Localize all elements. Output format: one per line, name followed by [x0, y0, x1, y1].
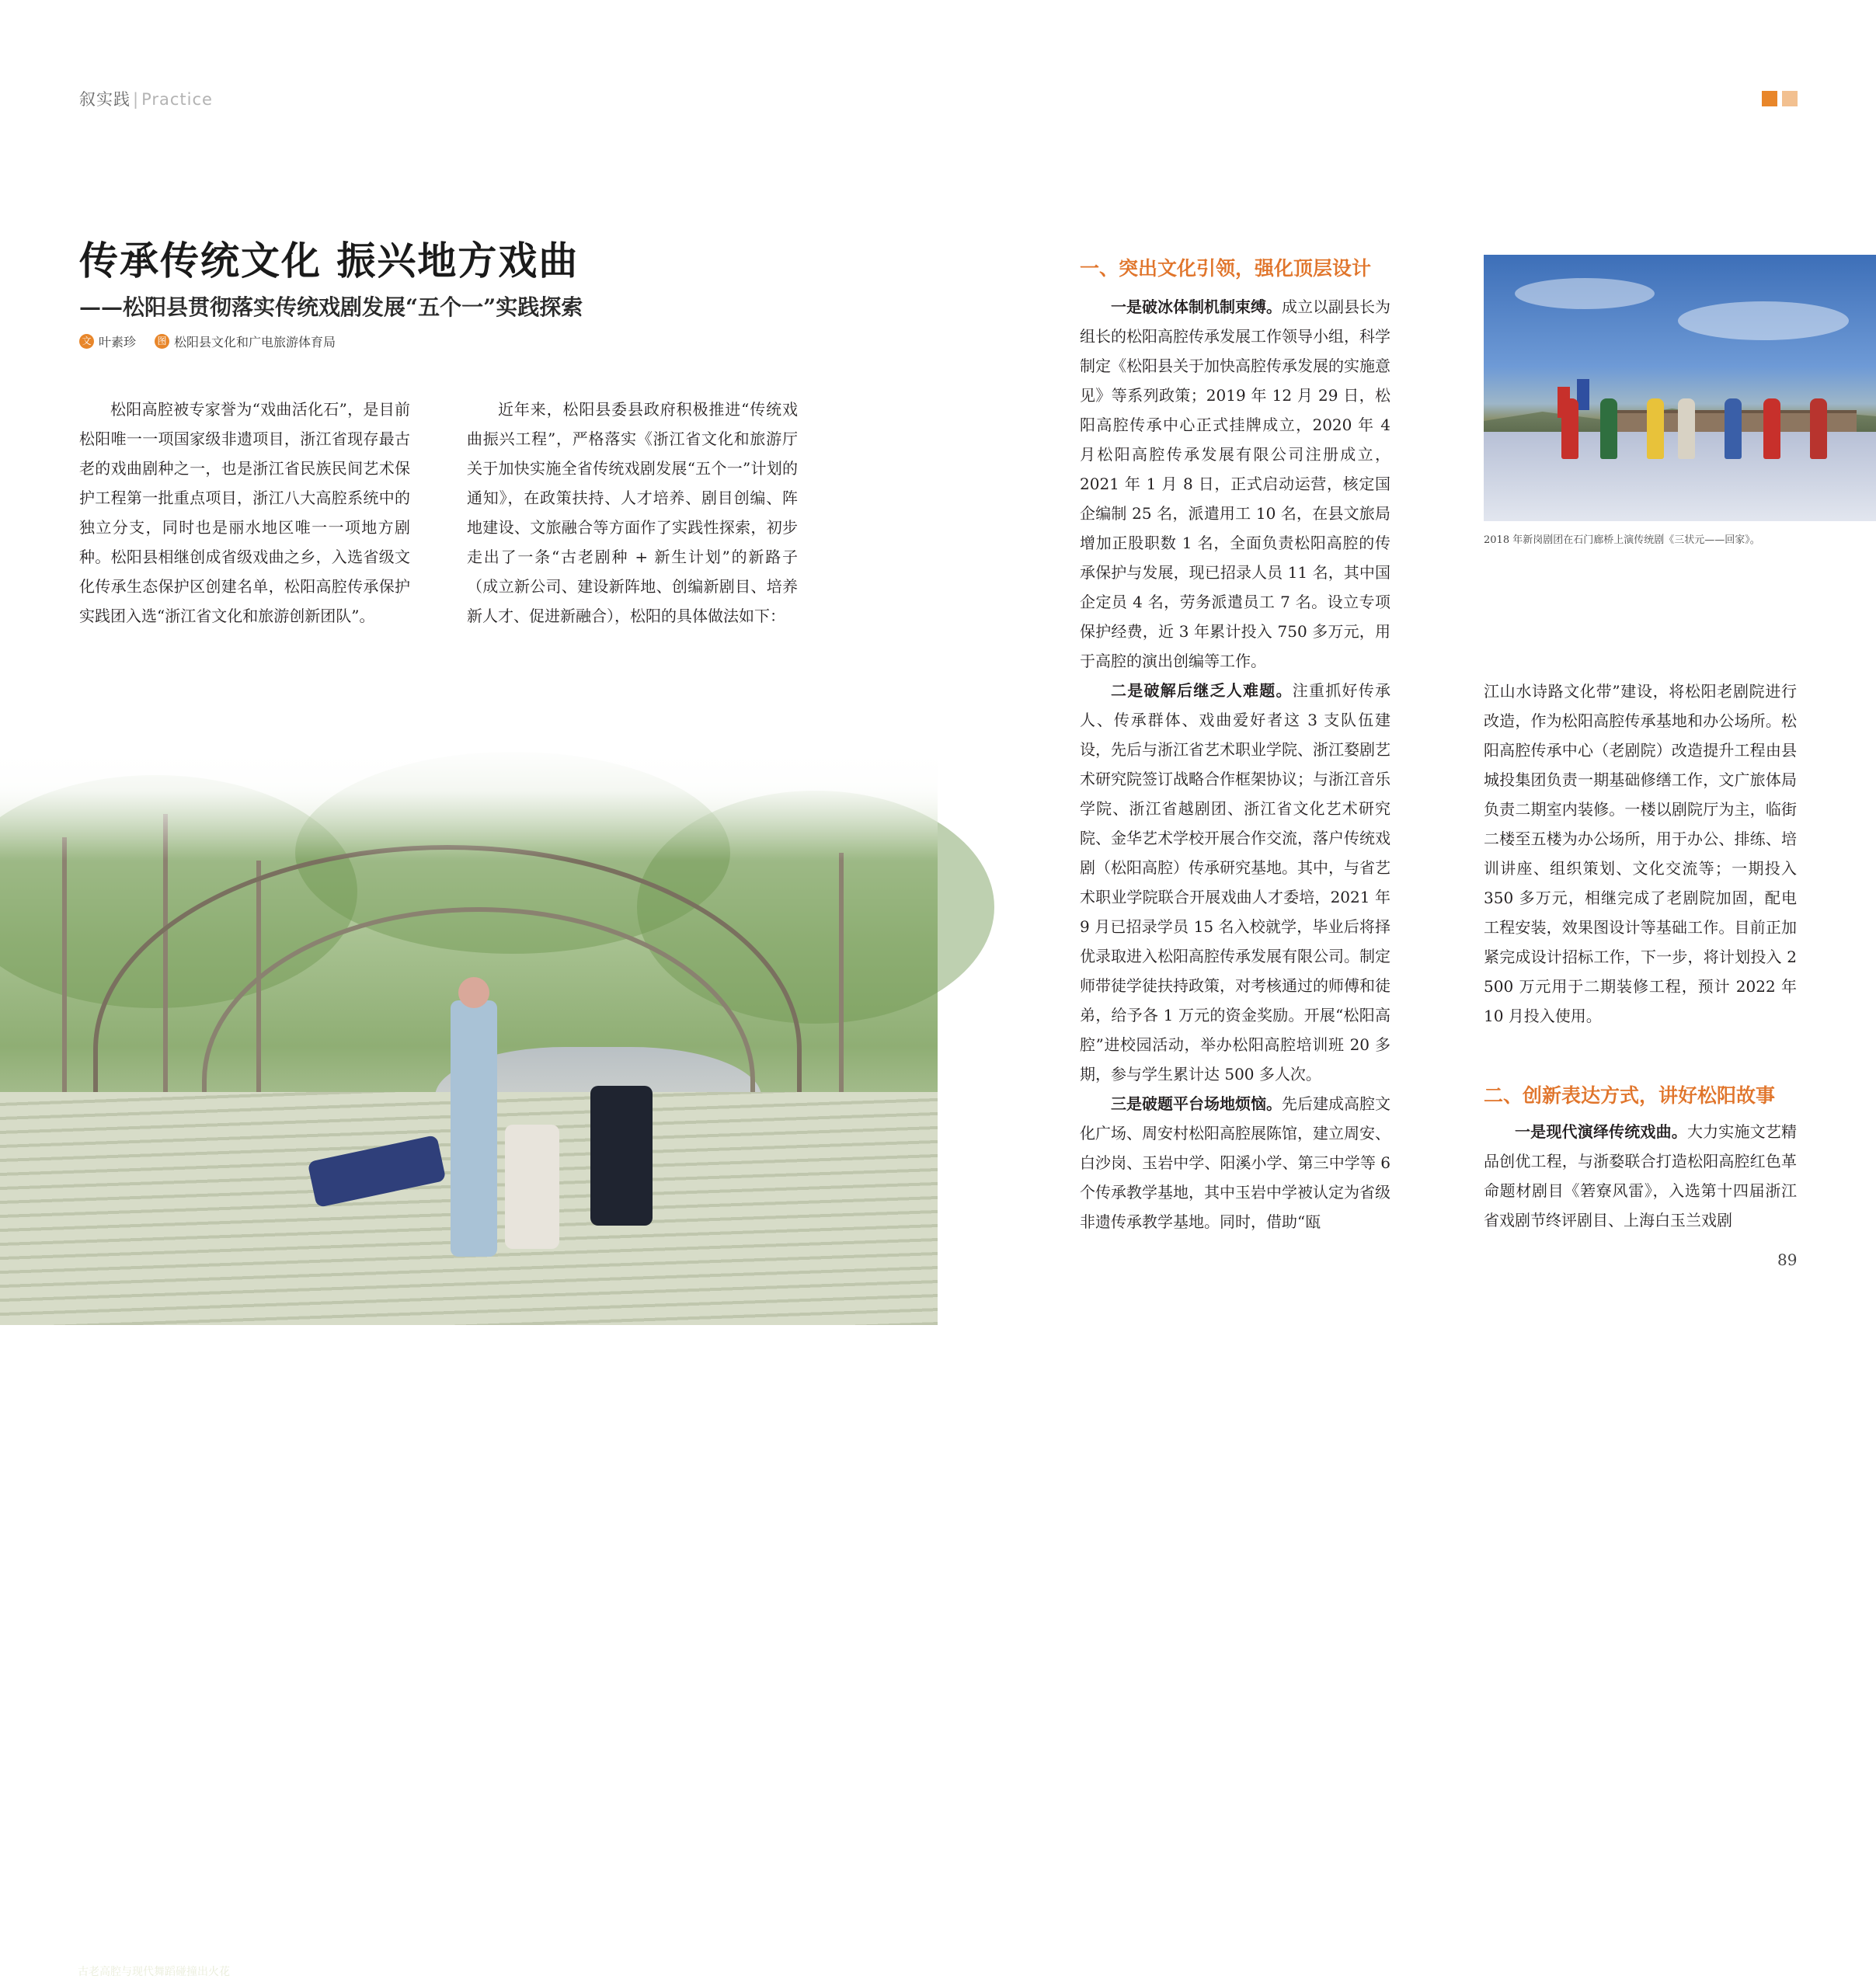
article-title: 传承传统文化 振兴地方戏曲 — [79, 238, 580, 283]
intro-column-2 — [467, 395, 798, 631]
dancer-man-black — [590, 1086, 653, 1226]
dancer-man-white — [505, 1125, 559, 1249]
orange-square-icon — [1762, 91, 1777, 106]
main-column-2 — [1484, 676, 1797, 1031]
top-fade — [0, 744, 938, 861]
section-2-paragraph-1 — [1484, 1117, 1797, 1235]
intro-paragraph-2: 近年来，松阳县委县政府积极推进“传统戏曲振兴工程”，严格落实《浙江省文化和旅游厅关于加快实施全省传统戏剧发展“五个一”计划的通知》，在政策扶持、人才培养、剧目创编、阵地建设、文旅融合等方面作了实践性探索，初步走出了一条“古老剧种 + 新生计划”的新路子（成立新公司、建设新阵地、创编新剧目、培养新人才、促进新融合），松阳的具体做法如下： — [467, 400, 798, 625]
bamboo-dance-photo — [0, 744, 938, 1978]
paragraph-lead: 二是破解后继乏人难题。 — [1111, 681, 1293, 700]
performer-head — [458, 977, 489, 1008]
photo-credit: 松阳县文化和广电旅游体育局 — [174, 335, 336, 350]
paragraph-body: 成立以副县长为组长的松阳高腔传承发展工作领导小组，科学制定《松阳县关于加快高腔传承发展的实施意见》等系列政策；2019 年 12 月 29 日，松阳高腔传承中心正式挂牌成立，2020 年 4 月松阳高腔传承发展有限公司注册成立，2021 年 1 月 8 日，正式启动运营，核定国企编制 25 名，派遣用工 10 名，在县文旅局增加正股职数 1 名，全面负责松阳高腔的传承保护与发展，现已招录人员 11 名，其中国企定员 4 名，劳务派遣员工 7 名。设立专项保护经费，近 3 年累计投入 750 多万元，用于高腔的演出创编等工作。 — [1080, 297, 1390, 670]
section-1-paragraph-1 — [1080, 292, 1390, 676]
actor — [1678, 398, 1695, 459]
section-2-heading: 二、创新表达方式，讲好松阳故事 — [1484, 1084, 1776, 1107]
section-1-paragraph-2 — [1080, 676, 1390, 1089]
main-column-3 — [1484, 1117, 1797, 1235]
paragraph-body: 先后建成高腔文化广场、周安村松阳高腔展陈馆，建立周安、白沙岗、玉岩中学、阳溪小学、第三中学等 6 个传承教学基地，其中玉岩中学被认定为省级非遗传承教学基地。同时，借助“瓯 — [1080, 1094, 1390, 1231]
byline — [79, 332, 336, 350]
actor — [1561, 398, 1578, 459]
right-photo-caption: 2018 年新岗剧团在石门廊桥上演传统剧《三状元——回家》。 — [1484, 534, 1760, 546]
corner-decoration — [1762, 91, 1808, 108]
article-subtitle: ——松阳县贯彻落实传统戏剧发展“五个一”实践探索 — [79, 294, 583, 320]
left-photo-caption: 古老高腔与现代舞蹈碰撞出火花 — [78, 1966, 230, 1978]
page-number: 89 — [1777, 1250, 1798, 1269]
paragraph-lead: 一是现代演绎传统戏曲。 — [1515, 1122, 1687, 1141]
banner-flag — [1577, 379, 1589, 410]
text-credit-badge: 文 — [79, 334, 94, 349]
main-column-1 — [1080, 292, 1390, 1236]
actor — [1810, 398, 1827, 459]
paragraph-body: 大力实施文艺精品创优工程，与浙婺联合打造松阳高腔红色革命题材剧目《箬寮风雷》，入选第十四届浙江省戏剧节终评剧目、上海白玉兰戏剧 — [1484, 1122, 1798, 1229]
section-1-paragraph-3-continued: 江山水诗路文化带”建设，将松阳老剧院进行改造，作为松阳高腔传承基地和办公场所。松阳高腔传承中心（老剧院）改造提升工程由县城投集团负责一期基础修缮工作，文广旅体局负责二期室内装修。一楼以剧院厅为主，临街二楼至五楼为办公场所，用于办公、排练、培训讲座、组织策划、文化交流等；一期投入 350 多万元，相继完成了老剧院加固，配电工程安装，效果图设计等基础工作。目前正加紧完成设计招标工作，下一步，将计划投入 2 500 万元用于二期装修工程，预计 2022 年 10 月投入使用。 — [1484, 682, 1797, 1025]
actor — [1647, 398, 1664, 459]
section-label — [79, 87, 213, 110]
intro-paragraph-1: 松阳高腔被专家誉为“戏曲活化石”，是目前松阳唯一一项国家级非遗项目，浙江省现存最古老的戏曲剧种之一，也是浙江省民族民间艺术保护工程第一批重点项目，浙江八大高腔系统中的独立分支，同时也是丽水地区唯一一项地方剧种。松阳县相继创成省级戏曲之乡，入选省级文化传承生态保护区创建名单，松阳高腔传承保护实践团入选“浙江省文化和旅游创新团队”。 — [79, 400, 410, 625]
author-name: 叶素珍 — [99, 335, 137, 350]
section-label-cn: 叙实践 — [79, 90, 131, 109]
cloud — [1678, 301, 1849, 340]
actor — [1763, 398, 1780, 459]
section-label-separator: | — [133, 90, 140, 109]
opera-performer — [451, 1000, 497, 1257]
covered-bridge-performance-photo — [1484, 255, 1876, 521]
photo-credit-badge: 图 — [155, 334, 169, 349]
paragraph-lead: 三是破题平台场地烦恼。 — [1111, 1094, 1282, 1113]
light-orange-square-icon — [1782, 91, 1798, 106]
intro-column-1 — [79, 395, 410, 631]
cloud — [1515, 278, 1655, 309]
actor — [1725, 398, 1742, 459]
section-label-en: Practice — [141, 90, 213, 109]
paragraph-body: 注重抓好传承人、传承群体、戏曲爱好者这 3 支队伍建设，先后与浙江省艺术职业学院、浙江婺剧艺术研究院签订战略合作框架协议；与浙江音乐学院、浙江省越剧团、浙江省文化艺术研究院、金华艺术学校开展合作交流，落户传统戏剧（松阳高腔）传承研究基地。其中，与省艺术职业学院联合开展戏曲人才委培，2021 年 9 月已招录学员 15 名入校就学，毕业后将择优录取进入松阳高腔传承发展有限公司。制定师带徒学徒扶持政策，对考核通过的师傅和徒弟，给予各 1 万元的资金奖励。开展“松阳高腔”进校园活动，举办松阳高腔培训班 20 多期，参与学生累计达 500 多人次。 — [1080, 681, 1390, 1083]
actor — [1600, 398, 1617, 459]
section-1-heading: 一、突出文化引领，强化顶层设计 — [1080, 257, 1372, 280]
section-1-paragraph-3 — [1080, 1089, 1390, 1236]
paragraph-lead: 一是破冰体制机制束缚。 — [1111, 297, 1282, 316]
